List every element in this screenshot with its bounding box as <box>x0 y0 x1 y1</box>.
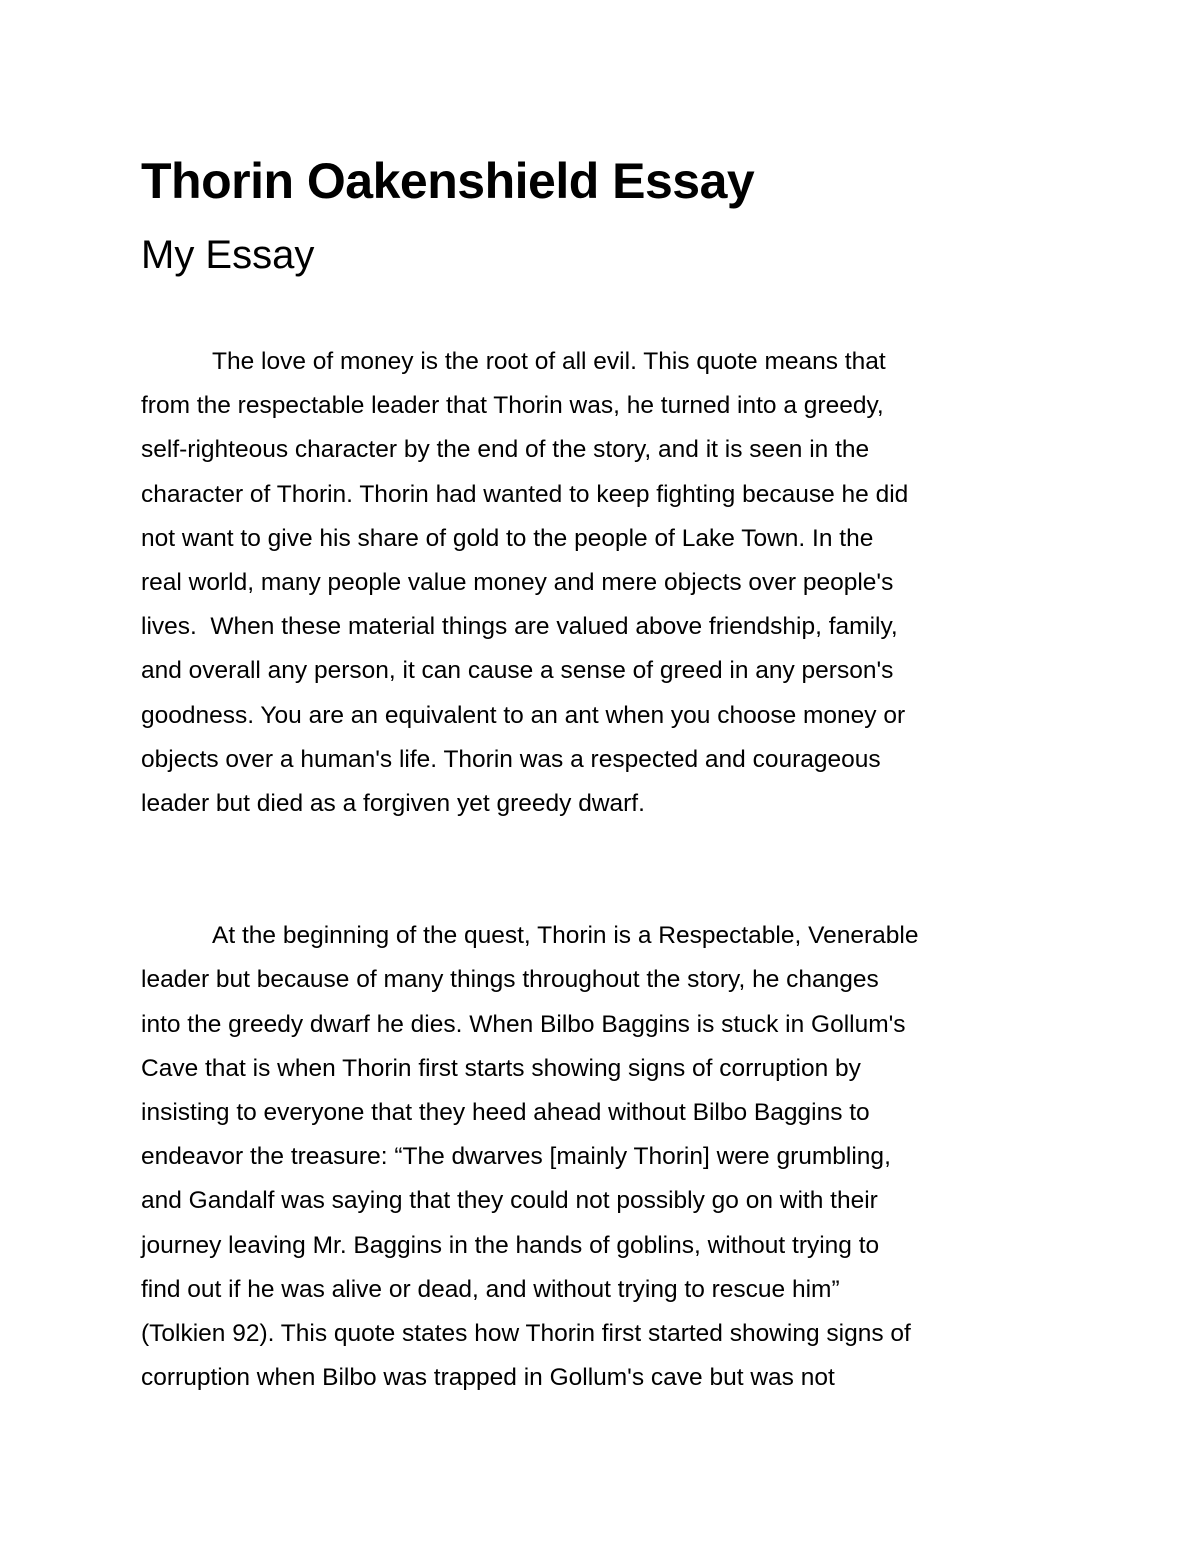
paragraph-line: journey leaving Mr. Baggins in the hands of goblins, without trying to <box>141 1231 880 1259</box>
paragraph-line: self-righteous character by the end of the story, and it is seen in the <box>141 436 870 464</box>
paragraph-line: At the beginning of the quest, Thorin is a Respectable, Venerable <box>212 922 919 950</box>
paragraph-line: corruption when Bilbo was trapped in Gollum's cave but was not <box>141 1364 835 1392</box>
paragraph-line: goodness. You are an equivalent to an ant when you choose money or <box>141 701 906 729</box>
paragraph-line: and Gandalf was saying that they could not possibly go on with their <box>141 1187 878 1215</box>
paragraph-line: leader but because of many things throughout the story, he changes <box>141 966 879 994</box>
paragraph-line: and overall any person, it can cause a sense of greed in any person's <box>141 657 894 685</box>
paragraph-line: real world, many people value money and mere objects over people's <box>141 569 894 597</box>
paragraph-1 <box>141 340 1061 826</box>
paragraph-line: endeavor the treasure: “The dwarves [mainly Thorin] were grumbling, <box>141 1143 891 1171</box>
paragraph-line: into the greedy dwarf he dies. When Bilbo Baggins is stuck in Gollum's <box>141 1010 906 1038</box>
paragraph-line: find out if he was alive or dead, and without trying to rescue him” <box>141 1275 840 1303</box>
paragraph-line: objects over a human's life. Thorin was a respected and courageous <box>141 745 881 773</box>
paragraph-line: insisting to everyone that they heed ahead without Bilbo Baggins to <box>141 1099 870 1127</box>
document-title: Thorin Oakenshield Essay <box>141 153 755 209</box>
paragraph-line: (Tolkien 92). This quote states how Thorin first started showing signs of <box>141 1320 911 1348</box>
paragraph-line: Cave that is when Thorin first starts showing signs of corruption by <box>141 1054 861 1082</box>
paragraph-line: from the respectable leader that Thorin was, he turned into a greedy, <box>141 392 884 420</box>
paragraph-line: lives. When these material things are valued above friendship, family, <box>141 613 898 641</box>
paragraph-line: not want to give his share of gold to the people of Lake Town. In the <box>141 524 874 552</box>
document-page <box>141 148 1061 1400</box>
paragraph-2 <box>141 914 1061 1400</box>
document-subtitle: My Essay <box>141 233 315 277</box>
paragraph-line: The love of money is the root of all evil. This quote means that <box>212 348 886 375</box>
paragraph-line: character of Thorin. Thorin had wanted to keep fighting because he did <box>141 480 909 508</box>
paragraph-line: leader but died as a forgiven yet greedy dwarf. <box>141 790 645 818</box>
